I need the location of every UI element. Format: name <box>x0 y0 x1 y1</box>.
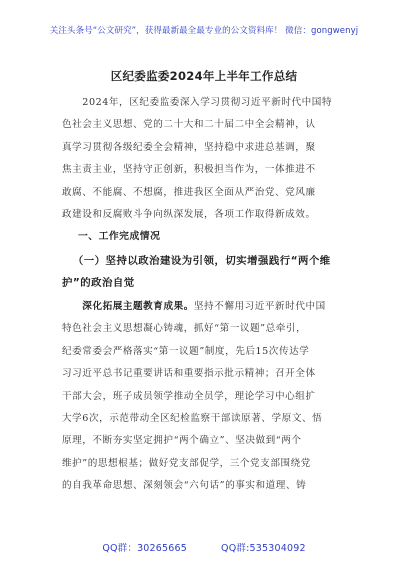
paragraph-line: 的自我革命思想、深刻领会“六句话”的事实和道理、铸 <box>62 480 307 492</box>
paragraph-line: 原理，不断夯实坚定拥护“两个确立”、坚决做到“两个 <box>62 435 302 447</box>
intro-line: 焦主责主业，坚持守正创新，积极担当作为，一体推进不 <box>62 164 316 176</box>
intro-paragraph <box>62 92 360 226</box>
document-title: 区纪委监委2024年上半年工作总结 <box>110 69 298 83</box>
intro-line: 敢腐、不能腐、不想腐，推进我区全面从严治党、党风廉 <box>62 186 316 198</box>
paragraph-line: 纪委常委会严格落实“第一议题”制度，先后15次传达学 <box>62 345 310 357</box>
section-heading: 一、工作完成情况 <box>78 231 161 242</box>
subsection-heading-line: 护”的政治自觉 <box>62 277 135 289</box>
intro-line: 真学习贯彻各级纪委全会精神，坚持稳中求进总基调，聚 <box>62 141 316 153</box>
intro-line: 政建设和反腐败斗争向纵深发展，各项工作取得新成效。 <box>62 208 316 220</box>
subsection-heading-line: （一）坚持以政治建设为引领，切实增强践行“两个维 <box>72 255 331 267</box>
qq-group-1: QQ群：30265665 <box>102 543 188 554</box>
qq-group-2: QQ群:535304092 <box>221 543 306 554</box>
intro-line: 色社会主义思想、党的二十大和二十届二中全会精神，认 <box>62 119 316 131</box>
paragraph-line: 干部大会，班子成员领学推动全员学，理论学习中心组扩 <box>62 390 316 402</box>
footer-contacts <box>0 540 408 554</box>
paragraph-lead: 深化拓展主题教育成果。 <box>82 301 194 312</box>
paragraph-line: 特色社会主义思想凝心铸魂，抓好“第一议题”总牵引， <box>62 323 307 335</box>
subsection-heading <box>62 250 362 294</box>
paragraph-line: 习习近平总书记重要讲话和重要指示批示精神；召开全体 <box>62 368 316 380</box>
achievement-paragraph <box>62 296 360 498</box>
paragraph-line: 维护”的思想根基；做好党支部促学，三个党支部围绕党 <box>62 457 311 469</box>
promo-banner: 关注头条号“公文研究”，获得最新最全最专业的公文资料库！ 微信：gongwenyj <box>49 26 359 36</box>
paragraph-line: 深化拓展主题教育成果。坚持不懈用习近平新时代中国 <box>82 301 326 312</box>
paragraph-line: 大学6次，示范带动全区纪检监察干部读原著、学原文、悟 <box>62 412 323 424</box>
intro-line: 2024年，区纪委监委深入学习贯彻习近平新时代中国特 <box>82 97 333 108</box>
